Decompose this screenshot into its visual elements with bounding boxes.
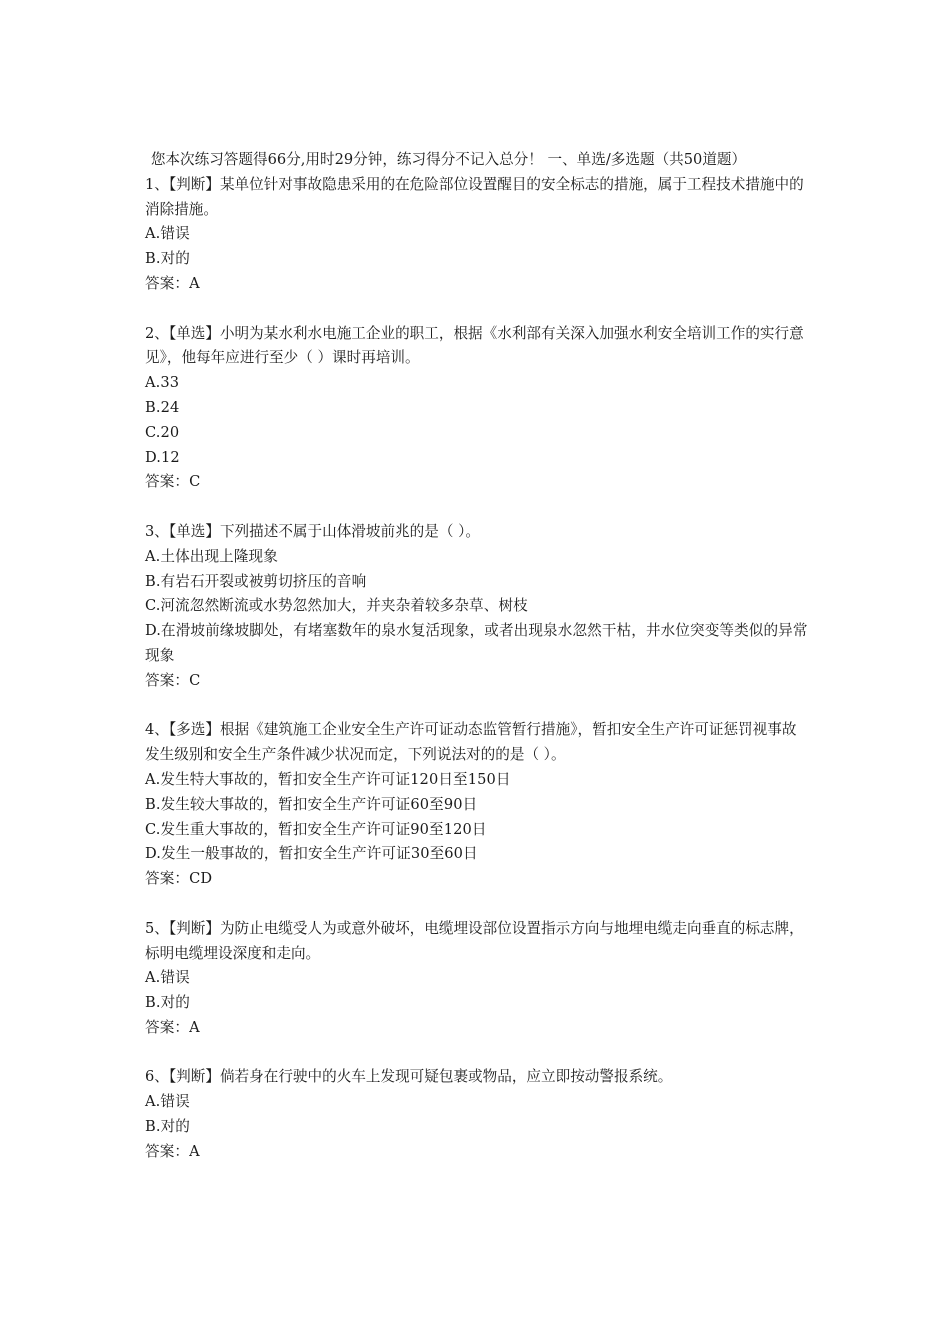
answer-option: C.河流忽然断流或水势忽然加大，并夹杂着较多杂草、树枝 xyxy=(145,597,528,615)
answer-label: 答案： xyxy=(145,671,190,689)
question-block xyxy=(145,173,810,297)
answer-line xyxy=(145,470,810,495)
question-stem: 2、【单选】小明为某水利水电施工企业的职工，根据《水利部有关深入加强水利安全培训工作的实行意见》，他每年应进行至少（ ）课时再培训。 xyxy=(145,324,804,367)
answer-value: A xyxy=(189,1018,200,1036)
question-block xyxy=(145,322,810,496)
intro-text: 您本次练习答题得66分,用时29分钟，练习得分不记入总分！ 一、单选/多选题（共50道题） xyxy=(150,151,747,168)
answer-option: B.对的 xyxy=(145,250,190,268)
answer-label: 答案： xyxy=(145,473,190,491)
answer-label: 答案： xyxy=(145,274,190,292)
question-stem: 5、【判断】为防止电缆受人为或意外破坏，电缆埋设部位设置指示方向与地埋电缆走向垂直的标志牌，标明电缆埋设深度和走向。 xyxy=(145,919,804,962)
answer-option: C.发生重大事故的，暂扣安全生产许可证90至120日 xyxy=(145,820,487,838)
answer-line xyxy=(145,669,810,694)
answer-option: B.有岩石开裂或被剪切挤压的音响 xyxy=(145,572,367,590)
answer-option: A.错误 xyxy=(145,225,190,243)
answer-line xyxy=(145,867,810,892)
answer-value: C xyxy=(189,671,201,689)
question-block xyxy=(145,520,810,694)
answer-label: 答案： xyxy=(145,1142,190,1160)
answer-option: A.发生特大事故的，暂扣安全生产许可证120日至150日 xyxy=(145,770,511,788)
question-list xyxy=(145,173,810,1165)
question-stem: 4、【多选】根据《建筑施工企业安全生产许可证动态监管暂行措施》，暂扣安全生产许可证惩罚视事故发生级别和安全生产条件减少状况而定，下列说法对的的是（ ）。 xyxy=(145,721,797,764)
answer-line xyxy=(145,1016,810,1041)
answer-label: 答案： xyxy=(145,870,190,888)
question-stem: 6、【判断】倘若身在行驶中的火车上发现可疑包裹或物品，应立即按动警报系统。 xyxy=(145,1068,673,1086)
question-block xyxy=(145,718,810,892)
answer-option: A.土体出现上隆现象 xyxy=(145,547,278,565)
answer-option: B.发生较大事故的，暂扣安全生产许可证60至90日 xyxy=(145,795,478,813)
answer-option: D.发生一般事故的，暂扣安全生产许可证30至60日 xyxy=(145,845,478,863)
answer-line xyxy=(145,272,810,297)
answer-value: C xyxy=(189,473,201,491)
answer-value: A xyxy=(189,1142,200,1160)
answer-option: A.错误 xyxy=(145,969,190,987)
question-block xyxy=(145,1065,810,1164)
document-page xyxy=(145,148,810,1189)
answer-option: B.对的 xyxy=(145,1118,190,1136)
answer-option: C.20 xyxy=(145,423,180,441)
answer-option: B.对的 xyxy=(145,994,190,1012)
question-stem: 1、【判断】某单位针对事故隐患采用的在危险部位设置醒目的安全标志的措施，属于工程技术措施中的消除措施。 xyxy=(145,175,804,218)
answer-value: CD xyxy=(189,870,213,888)
answer-option: D.在滑坡前缘坡脚处，有堵塞数年的泉水复活现象，或者出现泉水忽然干枯，井水位突变等类似的异常现象 xyxy=(145,622,808,664)
question-block xyxy=(145,917,810,1041)
answer-label: 答案： xyxy=(145,1018,190,1036)
answer-option: A.33 xyxy=(145,374,180,392)
answer-line xyxy=(145,1140,810,1165)
answer-option: D.12 xyxy=(145,448,180,466)
answer-option: A.错误 xyxy=(145,1093,190,1111)
answer-value: A xyxy=(189,274,200,292)
question-stem: 3、【单选】下列描述不属于山体滑坡前兆的是（ ）。 xyxy=(145,522,480,540)
answer-option: B.24 xyxy=(145,398,180,416)
